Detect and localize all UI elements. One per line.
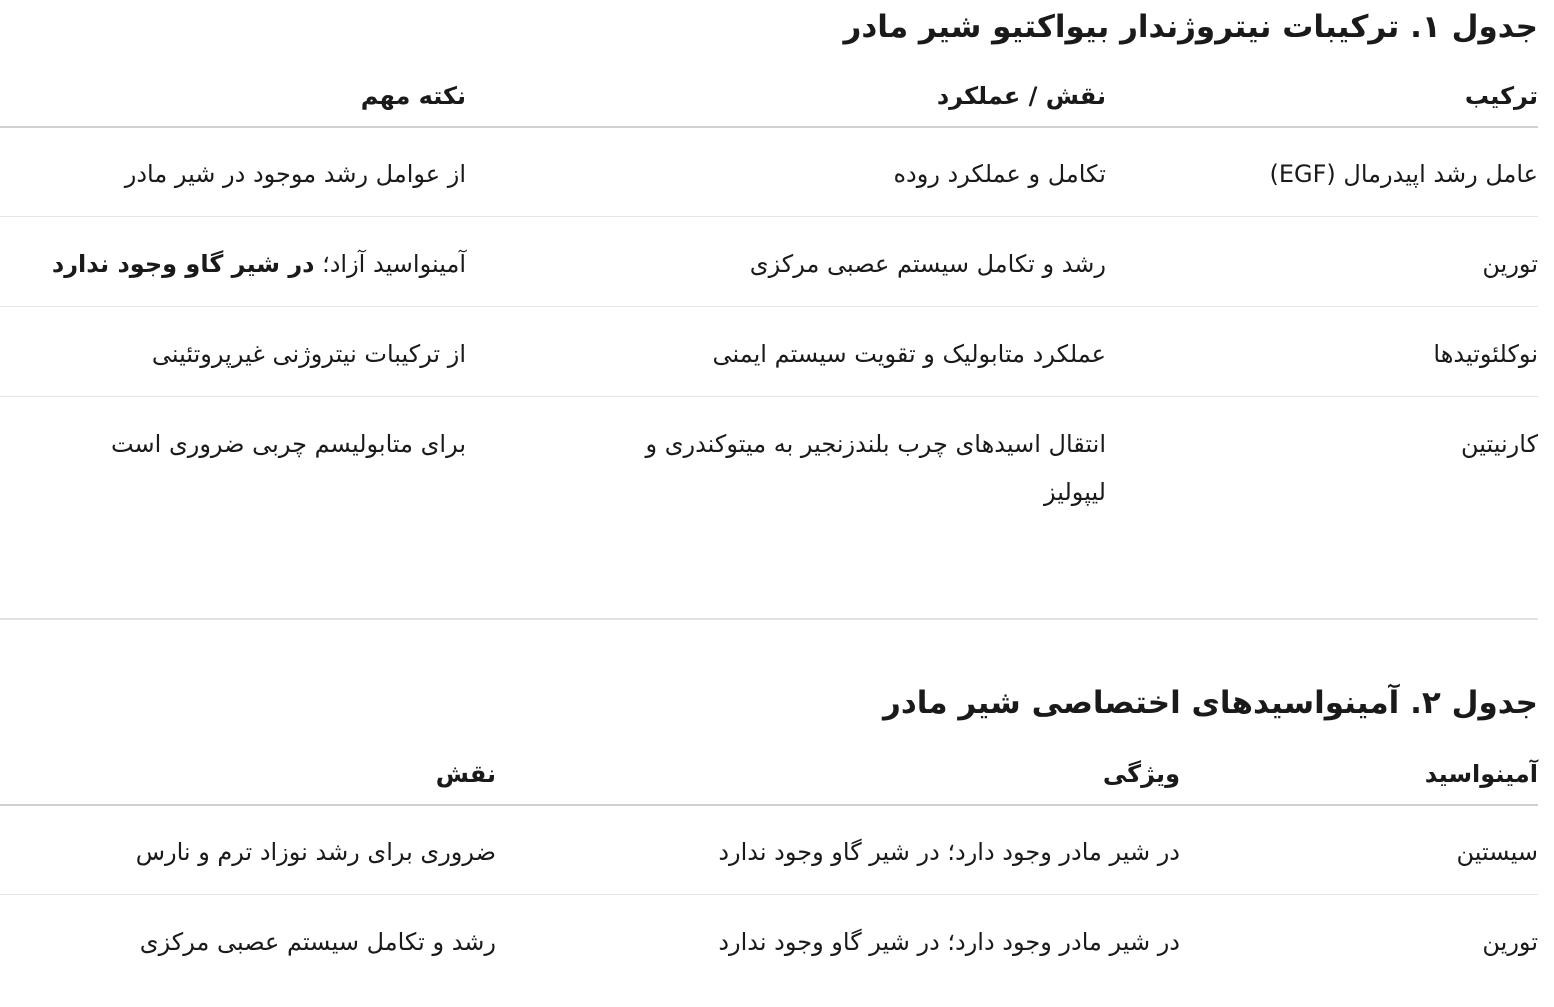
table-row <box>0 895 1538 984</box>
table2-cell-feature: در شیر مادر وجود دارد؛ در شیر گاو وجود ندارد <box>718 838 1180 866</box>
table2-cell-role: رشد و تکامل سیستم عصبی مرکزی <box>139 928 496 956</box>
table2-cell-amino: سیستین <box>1456 838 1538 866</box>
table2-cell-role: ضروری برای رشد نوزاد ترم و نارس <box>135 838 496 866</box>
table1-header-role: نقش / عملکرد <box>936 82 1106 110</box>
table1-cell-role: تکامل و عملکرد روده <box>893 160 1106 188</box>
table2-header-row <box>0 758 1538 806</box>
table-row <box>0 217 1538 307</box>
table2-title: جدول ۲. آمینواسیدهای اختصاصی شیر مادر <box>882 685 1538 721</box>
table1-cell-note-bold: در شیر گاو وجود ندارد <box>51 250 315 278</box>
table1-cell-role: انتقال اسیدهای چرب بلندزنجیر به میتوکندری و لیپولیز <box>645 430 1106 506</box>
table2-cell-amino: تورین <box>1482 928 1538 956</box>
table1-cell-note: برای متابولیسم چربی ضروری است <box>110 430 466 458</box>
table1-header-compound: ترکیب <box>1464 82 1538 110</box>
table1-cell-note: از عوامل رشد موجود در شیر مادر <box>124 160 466 188</box>
table1-cell-role: عملکرد متابولیک و تقویت سیستم ایمنی <box>712 340 1106 368</box>
table2-header-role: نقش <box>435 760 496 788</box>
table1-header-note: نکته مهم <box>360 82 466 110</box>
table1-header-row <box>0 80 1538 128</box>
table2-cell-feature: در شیر مادر وجود دارد؛ در شیر گاو وجود ندارد <box>718 928 1180 956</box>
table1-cell-compound: نوکلئوتیدها <box>1433 340 1538 368</box>
table1-cell-compound: کارنیتین <box>1460 430 1538 458</box>
table2-header-feature: ویژگی <box>1102 760 1180 788</box>
table1-cell-note-wrap <box>52 248 466 280</box>
table1-cell-role: رشد و تکامل سیستم عصبی مرکزی <box>749 250 1106 278</box>
table-row <box>0 806 1538 895</box>
table2-header-amino: آمینواسید <box>1424 760 1538 788</box>
table1-cell-note: آمینواسید آزاد؛ <box>314 250 466 278</box>
table-row <box>0 128 1538 217</box>
table1-title: جدول ۱. ترکیبات نیتروژندار بیواکتیو شیر مادر <box>843 9 1538 45</box>
table1-cell-note: از ترکیبات نیتروژنی غیرپروتئینی <box>151 340 466 368</box>
table-row <box>0 307 1538 397</box>
table1-cell-compound: تورین <box>1482 250 1538 278</box>
table1-cell-compound: عامل رشد اپیدرمال (EGF) <box>1269 160 1538 188</box>
table-row <box>0 397 1538 620</box>
